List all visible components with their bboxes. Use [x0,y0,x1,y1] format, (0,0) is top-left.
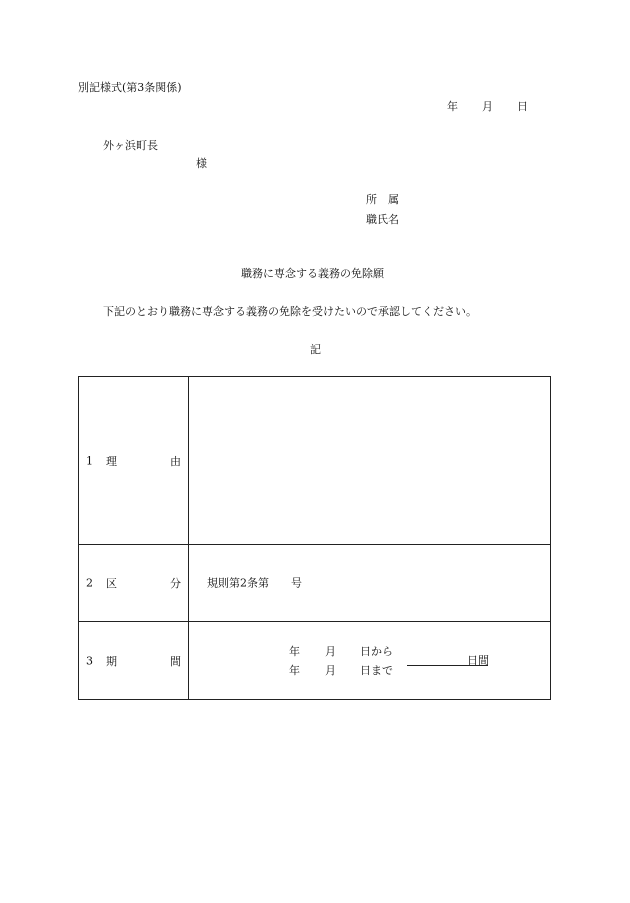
ki-heading: 記 [310,343,321,356]
date-month: 月 [482,100,493,113]
form-id: 別記様式(第3条関係) [78,81,182,94]
row-label-reason [79,377,189,545]
applicant-affiliation: 所 属 [366,193,399,206]
application-table [78,376,551,700]
table-row [79,622,551,700]
table-row [79,545,551,622]
row-label-char: 期 [106,654,117,668]
row-label-category [79,545,189,622]
row-label-char: 理 [106,454,117,468]
from-day: 日から [360,645,393,658]
to-year: 年 [289,664,300,677]
to-day: 日まで [360,664,393,677]
row-label-char: 由 [170,454,181,468]
from-year: 年 [289,645,300,658]
date-day: 日 [517,100,528,113]
days-underline [407,665,488,666]
applicant-position-name: 職氏名 [366,213,399,226]
table-row [79,377,551,545]
addressee-honorific: 様 [196,157,207,170]
reason-field[interactable] [189,377,551,545]
period-field[interactable] [189,622,551,700]
row-number: 2 [86,576,93,590]
document-title: 職務に専念する義務の免除願 [241,267,384,280]
days-count-label: 日間 [467,654,489,667]
row-label-char: 間 [170,654,181,668]
category-field[interactable] [189,545,551,622]
row-number: 3 [86,654,93,667]
category-value: 規則第2条第 号 [207,576,302,590]
row-number: 1 [86,454,93,467]
row-label-char: 区 [106,577,117,590]
row-label-char: 分 [170,577,181,590]
date-year: 年 [447,100,458,113]
body-text: 下記のとおり職務に専念する義務の免除を受けたいので承認してください。 [103,305,477,318]
addressee-name: 外ヶ浜町長 [103,139,158,152]
to-month: 月 [325,664,336,677]
row-label-period [79,622,189,700]
from-month: 月 [325,645,336,658]
